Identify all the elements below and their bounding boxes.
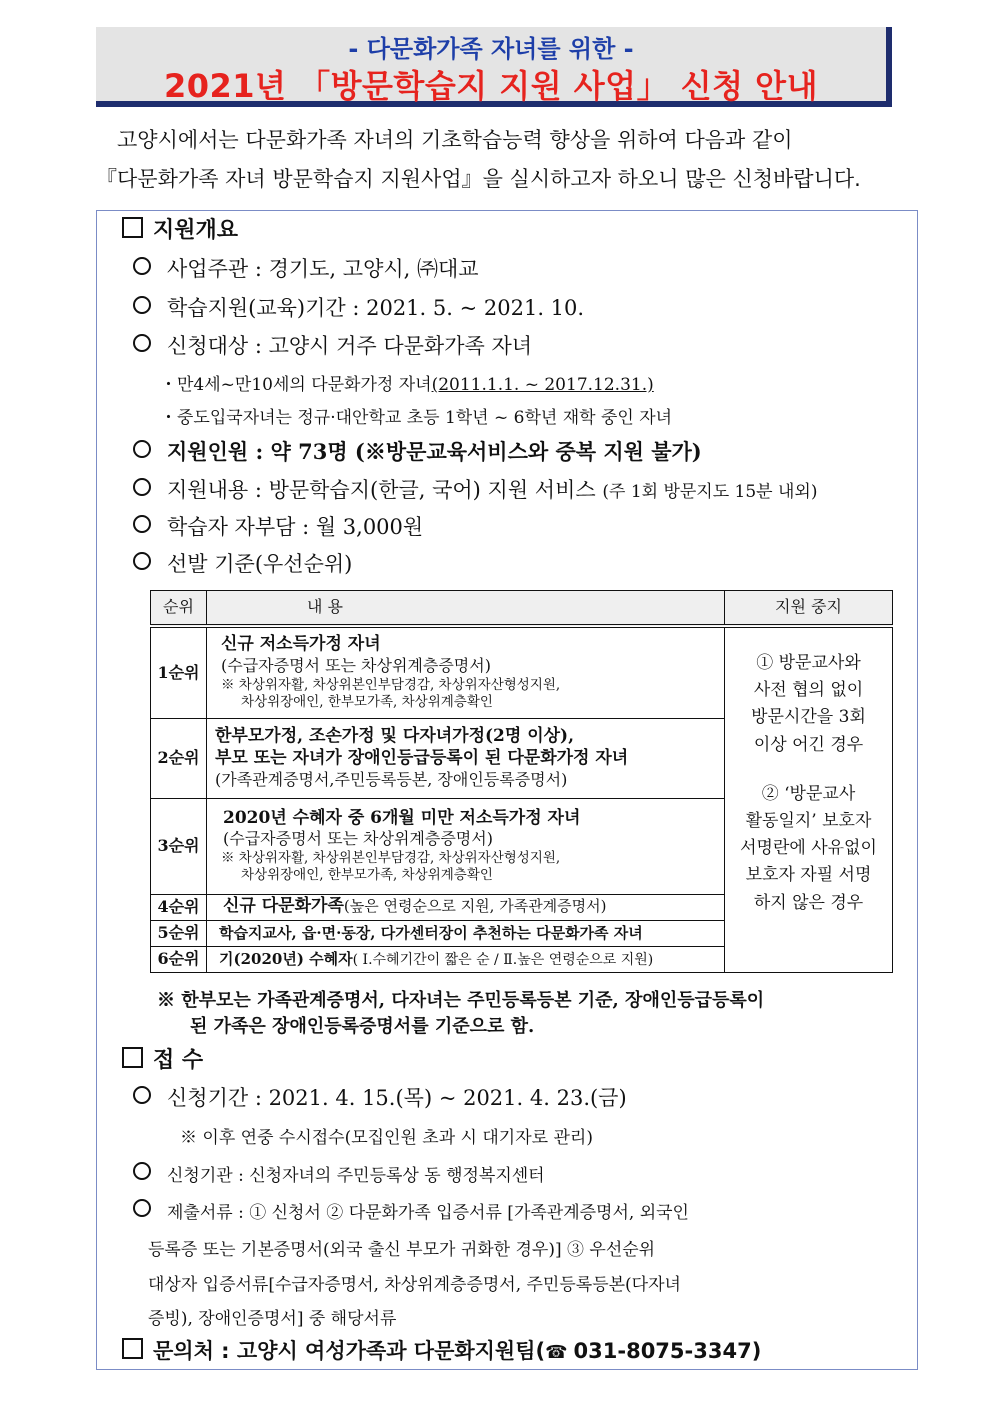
stop-line: ① 방문교사와 xyxy=(756,653,861,673)
title-subtitle: - 다문화가족 자녀를 위한 - xyxy=(348,35,634,63)
selection-table xyxy=(150,590,893,973)
reception-period-note: ※ 이후 연중 수시접수(모집인원 초과 시 대기자로 관리) xyxy=(180,1128,593,1148)
content-cell xyxy=(207,920,725,946)
target-sub-1 xyxy=(160,370,654,395)
target-sub-1-range: (2011.1.1. ~ 2017.12.31.) xyxy=(431,375,654,395)
rank-cell: 2순위 xyxy=(151,718,207,798)
row-note: 차상위장애인, 한부모가족, 차상위계층확인 xyxy=(241,867,493,884)
row-lead: 한부모가정, 조손가정 및 다자녀가정(2명 이상), xyxy=(215,726,575,747)
stop-line: 사전 협의 없이 xyxy=(753,680,864,701)
intro-line-2: 『다문화가족 자녀 방문학습지 지원사업』을 실시하고자 하오니 많은 신청바랍니다. xyxy=(96,167,861,191)
circle-bullet-icon xyxy=(133,1199,151,1217)
reception-docs xyxy=(133,1198,689,1223)
circle-bullet-icon xyxy=(133,257,151,275)
contact-number: 031-8075-3347) xyxy=(573,1339,762,1363)
row-lead: 신규 저소득가정 자녀 xyxy=(221,634,381,655)
col-header-content: 내 용 xyxy=(207,591,725,627)
table-row xyxy=(151,626,893,718)
target-sub-2: ・중도입국자녀는 정규·대안학교 초등 1학년 ~ 6학년 재학 중인 자녀 xyxy=(160,408,673,428)
stop-condition-2 xyxy=(729,781,888,917)
circle-bullet-icon xyxy=(133,552,151,570)
overview-fee xyxy=(133,511,423,541)
stop-condition-1 xyxy=(729,650,888,759)
circle-bullet-icon xyxy=(133,1162,151,1180)
organizer-text: 사업주관 : 경기도, 고양시, ㈜대교 xyxy=(167,257,479,281)
overview-count xyxy=(133,436,702,466)
row-lead: 기(2020년) 수혜자 xyxy=(219,949,353,968)
stop-cell xyxy=(725,626,893,972)
criteria-text: 선발 기준(우선순위) xyxy=(167,552,353,576)
overview-heading xyxy=(122,213,238,244)
row-note: ※ 차상위자활, 차상위본인부담경감, 차상위자산형성지원, xyxy=(221,676,561,693)
reception-agency-text: 신청기관 : 신청자녀의 주민등록상 동 행정복지센터 xyxy=(167,1166,545,1186)
stop-line: 보호자 자필 서명 xyxy=(745,865,872,886)
content-cell xyxy=(207,798,725,894)
rank-cell: 1순위 xyxy=(151,626,207,718)
table-note-line-2: 된 가족은 장애인등록증명서를 기준으로 함. xyxy=(190,1016,535,1037)
rank-cell: 5순위 xyxy=(151,920,207,946)
docs-line-3: 대상자 입증서류[수급자증명서, 차상위계층증명서, 주민등록등본(다자녀 xyxy=(148,1275,681,1295)
reception-period xyxy=(133,1082,627,1112)
overview-criteria xyxy=(133,548,352,578)
row-note: 차상위장애인, 한부모가족, 차상위계층확인 xyxy=(241,693,493,710)
page-title: 2021년 「방문학습지 지원 사업」 신청 안내 xyxy=(163,67,819,105)
overview-content xyxy=(133,474,818,504)
content-text: 지원내용 : 방문학습지(한글, 국어) 지원 서비스 xyxy=(167,478,596,502)
reception-period-text: 신청기간 : 2021. 4. 15.(목) ~ 2021. 4. 23.(금) xyxy=(167,1086,627,1110)
overview-organizer xyxy=(133,253,479,283)
checkbox-square-icon xyxy=(122,217,143,238)
docs-line-1: 제출서류 : ① 신청서 ② 다문화가족 입증서류 [가족관계증명서, 외국인 xyxy=(167,1203,689,1223)
circle-bullet-icon xyxy=(133,296,151,314)
circle-bullet-icon xyxy=(133,478,151,496)
stop-line: 하지 않은 경우 xyxy=(753,892,864,913)
circle-bullet-icon xyxy=(133,440,151,458)
row-detail: ( Ⅰ.수혜기간이 짧은 순 / Ⅱ.높은 연령순으로 지원) xyxy=(352,951,654,968)
content-cell xyxy=(207,946,725,972)
reception-heading-text: 접 수 xyxy=(153,1048,204,1073)
row-detail: (가족관계증명서,주민등록등본, 장애인등록증명서) xyxy=(215,769,568,789)
content-cell xyxy=(207,626,725,718)
row-lead: 2020년 수혜자 중 6개월 미만 저소득가정 자녀 xyxy=(223,807,581,828)
overview-target xyxy=(133,330,532,360)
row-lead: 학습지교사, 읍·면·동장, 다가센터장이 추천하는 다문화가족 자녀 xyxy=(219,923,643,942)
table-note-line-1: ※ 한부모는 가족관계증명서, 다자녀는 주민등록등본 기준, 장애인등급등록이 xyxy=(157,990,765,1011)
content-cell xyxy=(207,718,725,798)
docs-line-4: 증빙), 장애인증명서] 중 해당서류 xyxy=(148,1309,397,1329)
count-text: 지원인원 : 약 73명 (※방문교육서비스와 중복 지원 불가) xyxy=(167,439,702,464)
stop-line: 이상 어긴 경우 xyxy=(753,734,864,755)
title-banner xyxy=(96,27,892,107)
intro-line-1: 고양시에서는 다문화가족 자녀의 기초학습능력 향상을 위하여 다음과 같이 xyxy=(117,128,793,152)
stop-line: 방문시간을 3회 xyxy=(751,707,866,728)
reception-heading xyxy=(122,1043,203,1074)
row-detail: (수급자증명서 또는 차상위계층증명서) xyxy=(223,829,493,849)
content-cell xyxy=(207,894,725,920)
circle-bullet-icon xyxy=(133,334,151,352)
fee-text: 학습자 자부담 : 월 3,000원 xyxy=(167,515,424,539)
rank-cell: 6순위 xyxy=(151,946,207,972)
content-note: (주 1회 방문지도 15분 내외) xyxy=(602,482,818,502)
col-header-rank: 순위 xyxy=(151,591,207,627)
row-lead: 부모 또는 자녀가 장애인등급등록이 된 다문화가정 자녀 xyxy=(215,747,629,768)
target-sub-1-text: ・만4세~만10세의 다문화가정 자녀 xyxy=(160,375,432,395)
reception-agency xyxy=(133,1161,545,1186)
period-text: 학습지원(교육)기간 : 2021. 5. ~ 2021. 10. xyxy=(167,296,585,320)
rank-cell: 4순위 xyxy=(151,894,207,920)
row-note: ※ 차상위자활, 차상위본인부담경감, 차상위자산형성지원, xyxy=(221,849,561,866)
row-detail: (수급자증명서 또는 차상위계층증명서) xyxy=(221,656,491,676)
stop-line: 서명란에 사유없이 xyxy=(740,838,877,859)
overview-heading-text: 지원개요 xyxy=(153,218,239,243)
checkbox-square-icon xyxy=(122,1047,143,1068)
target-text: 신청대상 : 고양시 거주 다문화가족 자녀 xyxy=(167,334,533,358)
overview-period xyxy=(133,292,584,322)
row-lead: 신규 다문화가족 xyxy=(223,896,344,917)
docs-line-2: 등록증 또는 기본증명서(외국 출신 부모가 귀화한 경우)] ③ 우선순위 xyxy=(148,1240,656,1260)
contact-label: 문의처 : 고양시 여성가족과 다문화지원팀( xyxy=(153,1339,546,1363)
stop-line: 활동일지’ 보호자 xyxy=(745,810,872,831)
row-detail: (높은 연령순으로 지원, 가족관계증명서) xyxy=(343,897,607,916)
table-header-row xyxy=(151,591,893,627)
stop-line: ② ‘방문교사 xyxy=(761,783,856,804)
checkbox-square-icon xyxy=(122,1338,143,1359)
rank-cell: 3순위 xyxy=(151,798,207,894)
circle-bullet-icon xyxy=(133,515,151,533)
phone-icon: ☎ xyxy=(545,1342,568,1363)
circle-bullet-icon xyxy=(133,1086,151,1104)
col-header-stop: 지원 중지 xyxy=(725,591,893,627)
contact-line xyxy=(122,1335,761,1365)
